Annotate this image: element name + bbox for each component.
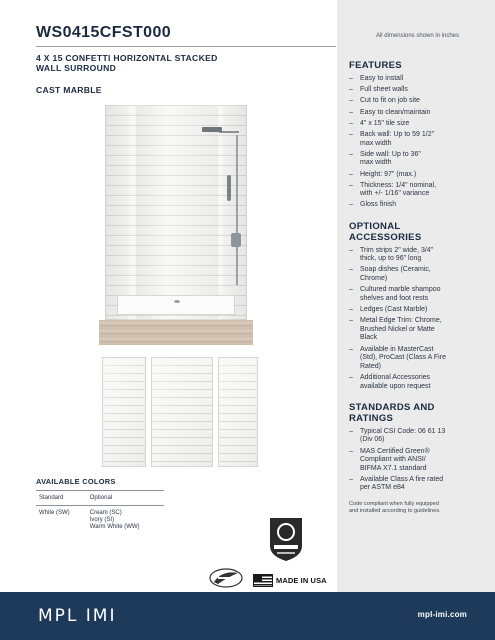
standard-item-text: (Div 06) (360, 436, 385, 444)
shower-valve-icon (231, 233, 241, 247)
product-title-line1: 4 X 15 CONFETTI HORIZONTAL STACKED (36, 53, 218, 63)
shower-arm (219, 131, 239, 133)
spec-panel (337, 0, 495, 592)
accessory-item-text: thick, up to 96" long (360, 255, 422, 263)
model-number: WS0415CFST000 (36, 24, 172, 41)
mpl-imi-logo (38, 607, 117, 625)
feature-item-text: – Full sheet walls (360, 86, 408, 94)
standard-item-text: – MAS Certified Green® (360, 447, 430, 455)
left-wall-shade (105, 105, 129, 320)
accessory-item-text: Brushed Nickel or Matte (360, 325, 435, 333)
drain-icon (174, 300, 180, 303)
optional-title-line2: ACCESSORIES (349, 231, 422, 243)
feature-item-text: – Thickness: 1/4" nominal, (360, 181, 437, 189)
standard-item-text: BIFMA X7.1 standard (360, 464, 427, 472)
code-note-line2: and installed according to guidelines. (349, 508, 441, 515)
accessory-item-text: available upon request (360, 382, 431, 390)
accessory-item (349, 317, 489, 343)
standards-title-line1: STANDARDS AND (349, 401, 435, 413)
optional-accessories-list (349, 247, 489, 391)
accessory-item-text: – Soap dishes (Ceramic, (360, 266, 431, 274)
feature-item-text: – Cut to fit on job site (360, 97, 420, 105)
shower-surround-image (99, 105, 253, 345)
tile-swatch-2 (151, 357, 213, 467)
colors-table (36, 490, 164, 535)
feature-item-text: – Height: 97" (max.) (360, 170, 417, 178)
standard-item (349, 448, 489, 474)
accessory-item-text: – Trim strips 2" wide, 3/4" (360, 246, 434, 254)
showerhead-icon (202, 127, 222, 132)
optional-title-line1: OPTIONAL (349, 220, 401, 232)
material-label: CAST MARBLE (36, 85, 102, 95)
optional-accessories-title (349, 221, 489, 243)
footer-bar (0, 592, 495, 640)
feature-item (349, 182, 489, 199)
code-note-line1: Code compliant when fully equipped (349, 501, 439, 508)
feature-item-text: – Side wall: Up to 36" (360, 150, 421, 158)
accessory-item-text: Chrome) (360, 275, 388, 283)
standards-list (349, 428, 489, 493)
standard-color: White (SW) (39, 510, 70, 516)
feature-item (349, 75, 489, 84)
features-title: FEATURES (349, 60, 402, 71)
feature-item-text: – 4" x 15" tile size (360, 119, 410, 127)
product-title-line2: WALL SURROUND (36, 63, 117, 73)
tile-swatch-1 (102, 357, 146, 467)
feature-item-text: max width (360, 159, 392, 167)
standard-item-text: – Available Class A fire rated (360, 475, 444, 483)
accessory-item-text: – Additional Accessories (360, 373, 431, 381)
standard-item-text: Compliant with ANSI/ (360, 456, 426, 464)
standard-item-text: – Typical CSI Code: 06 61 13 (360, 427, 446, 435)
wood-floor (99, 320, 253, 345)
american-made-badge-icon (266, 516, 306, 562)
accessory-item (349, 286, 489, 303)
available-colors-title: AVAILABLE COLORS (36, 477, 116, 486)
feature-item (349, 171, 489, 180)
header-divider (36, 46, 336, 47)
optional-color-warm-white: Warm White (WW) (89, 524, 140, 530)
tile-swatch-3 (218, 357, 258, 467)
us-flag-icon (253, 574, 273, 587)
feature-item (349, 97, 489, 106)
accessory-item-text: (Std), ProCast (Class A Fire (360, 354, 446, 362)
feature-item-text: – Easy to clean/maintain (360, 108, 431, 116)
standard-item-text: per ASTM e84 (360, 484, 405, 492)
accessory-item-text: – Metal Edge Trim: Chrome, (360, 317, 442, 325)
accessory-item-text: – Available in MasterCast (360, 345, 434, 353)
colors-header-standard: Standard (36, 491, 87, 506)
standard-item (349, 476, 489, 493)
feature-item (349, 86, 489, 95)
shower-pan (117, 295, 235, 315)
feature-item (349, 131, 489, 148)
accessory-item (349, 346, 489, 372)
feature-item (349, 151, 489, 168)
product-title (36, 53, 326, 73)
certified-green-seal-icon (208, 568, 244, 588)
accessory-item-text: – Ledges (Cast Marble) (360, 306, 428, 313)
logo-text: MPL IMI (38, 606, 117, 626)
standards-title (349, 402, 489, 424)
feature-item-text: – Easy to install (360, 75, 404, 82)
right-wall-shade (223, 105, 247, 320)
standards-title-line2: RATINGS (349, 412, 394, 424)
accessory-item-text: Black (360, 334, 378, 342)
accessory-item-text: – Cultured marble shampoo (360, 286, 441, 294)
colors-row (36, 506, 164, 536)
feature-item-text: – Gloss finish (360, 201, 397, 209)
accessory-item (349, 374, 489, 391)
website-link[interactable]: mpl-imi.com (417, 610, 467, 619)
feature-item-text: max width (360, 139, 392, 147)
standard-item (349, 428, 489, 445)
feature-item (349, 120, 489, 129)
accessory-item (349, 266, 489, 283)
made-in-usa-label: MADE IN USA (276, 576, 327, 585)
feature-item (349, 109, 489, 118)
accessory-item (349, 306, 489, 315)
code-compliance-note (349, 501, 485, 516)
optional-colors (87, 506, 164, 536)
product-title-block (36, 53, 326, 95)
accessory-item-text: Rated) (360, 362, 382, 370)
feature-item-text: with +/- 1/16" variance (360, 190, 430, 198)
optional-color-ivory: Ivory (SI) (89, 517, 115, 523)
handheld-shower-icon (227, 175, 231, 201)
optional-color-cream: Cream (SC) (89, 510, 122, 516)
feature-item-text: – Back wall: Up to 59 1/2" (360, 130, 435, 138)
features-list (349, 75, 489, 210)
colors-header-optional: Optional (87, 491, 164, 506)
feature-item (349, 201, 489, 210)
accessory-item (349, 247, 489, 264)
dimensions-note: All dimensions shown in inches (375, 33, 460, 39)
shower-riser (236, 135, 238, 285)
accessory-item-text: shelves and foot rests (360, 294, 429, 302)
